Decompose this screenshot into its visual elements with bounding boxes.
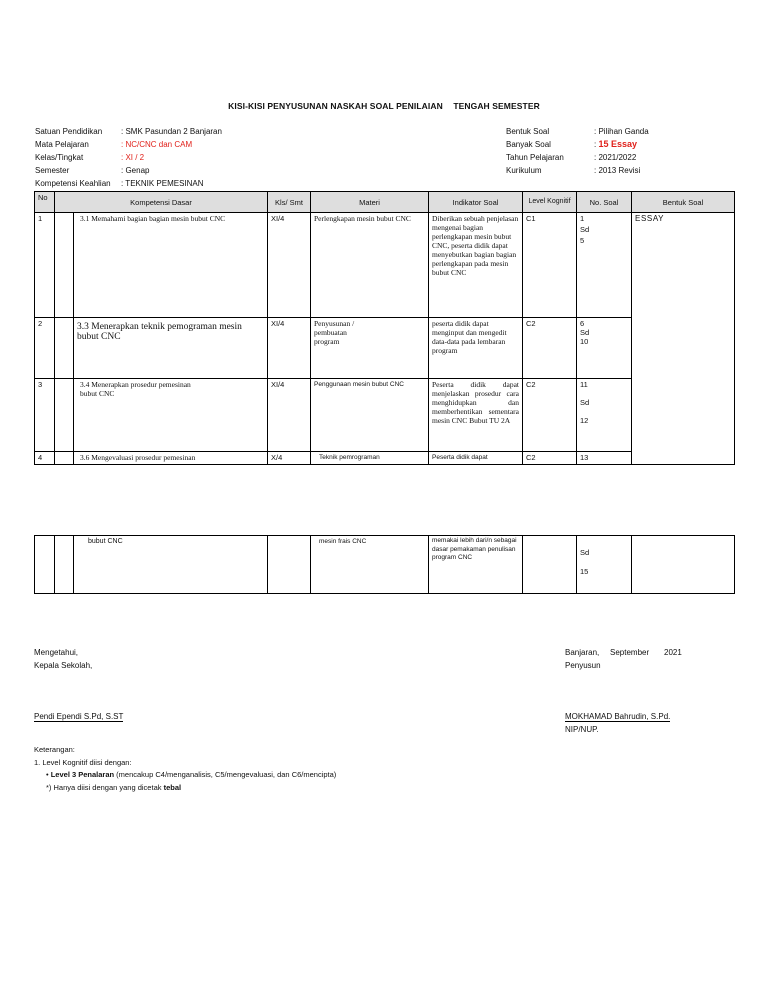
sign-right-place: Banjaran,	[565, 648, 600, 657]
cell-materi: mesin frais CNC	[311, 536, 429, 594]
cell-indikator: peserta didik dapat menginput dan mengedit data-data pada lembaran program	[429, 318, 523, 379]
th-kls-smt: Kls/ Smt	[268, 192, 311, 213]
value-kompetensi: : TEKNIK PEMESINAN	[121, 179, 204, 188]
cell-indikator: memakai lebih dari/n sebagai dasar pemakaman penulisan program CNC	[429, 536, 523, 594]
notes-bullet	[46, 770, 336, 779]
table-row	[35, 452, 735, 465]
notes-footnote-bold: tebal	[163, 783, 182, 792]
table-row	[35, 536, 735, 594]
th-no: No	[35, 192, 55, 213]
cell-no-soal	[577, 318, 632, 379]
cell-empty	[55, 379, 74, 452]
notes-bullet-rest: (mencakup C4/menganalisis, C5/mengevaluasi, dan C6/mencipta)	[114, 770, 337, 779]
document-title	[0, 101, 768, 111]
table-row	[35, 318, 735, 379]
soal-sd: Sd	[580, 548, 590, 557]
value-semester: : Genap	[121, 166, 150, 175]
cell-level: C2	[523, 318, 577, 379]
sign-right-role: Penyusun	[565, 661, 601, 670]
value-kelas: : XI / 2	[121, 153, 145, 162]
cell-kd: 3.3 Menerapkan teknik pemograman mesin bubut CNC	[74, 318, 268, 379]
value-banyak	[594, 139, 637, 149]
cell-bentuk-soal	[632, 536, 735, 594]
soal-start: 11	[580, 380, 588, 389]
cell-no: 1	[35, 213, 55, 318]
th-kompetensi-dasar: Kompetensi Dasar	[55, 192, 268, 213]
label-semester: Semester	[35, 166, 70, 175]
bullet-dot-icon: •	[46, 770, 51, 779]
value-banyak-text: 15 Essay	[598, 139, 638, 149]
label-bentuk: Bentuk Soal	[506, 127, 550, 136]
title-exam: TENGAH SEMESTER	[453, 101, 540, 111]
cell-no	[35, 536, 55, 594]
label-satuan: Satuan Pendidikan	[35, 127, 103, 136]
soal-end: 5	[580, 236, 585, 245]
notes-footnote	[46, 783, 181, 792]
title-main: KISI-KISI PENYUSUNAN NASKAH SOAL PENILAIAN	[228, 101, 443, 111]
cell-materi: Penggunaan mesin bubut CNC	[311, 379, 429, 452]
cell-kd: 3.4 Menerapkan prosedur pemesinan bubut CNC	[74, 379, 268, 452]
cell-kls: XI/4	[268, 318, 311, 379]
notes-footnote-text: *) Hanya diisi dengan yang dicetak	[46, 783, 162, 792]
soal-start: 6	[580, 319, 585, 328]
cell-empty	[55, 536, 74, 594]
table-row	[35, 379, 735, 452]
label-banyak: Banyak Soal	[506, 140, 551, 149]
soal-end: 15	[580, 567, 589, 576]
notes-bullet-bold: Level 3 Penalaran	[50, 770, 115, 779]
kisi-kisi-table	[34, 191, 735, 465]
cell-kls: XI/4	[268, 213, 311, 318]
th-level-kognitif: Level Kognitif	[523, 192, 577, 213]
sign-right-year: 2021	[664, 648, 682, 657]
value-bentuk: : Pilihan Ganda	[594, 127, 649, 136]
label-kurikulum: Kurikulum	[506, 166, 542, 175]
cell-kls	[268, 536, 311, 594]
soal-sd: Sd	[580, 398, 590, 407]
cell-no: 4	[35, 452, 55, 465]
cell-no-soal	[577, 379, 632, 452]
value-banyak-colon: :	[594, 140, 597, 149]
value-mapel: : NC/CNC dan CAM	[121, 140, 193, 149]
cell-materi: Penyusunan / pembuatan program	[311, 318, 429, 379]
cell-empty	[55, 318, 74, 379]
soal-sd: Sd	[580, 225, 590, 234]
th-materi: Materi	[311, 192, 429, 213]
cell-bentuk-soal: ESSAY	[632, 213, 735, 465]
cell-kls: XI/4	[268, 379, 311, 452]
cell-level: C1	[523, 213, 577, 318]
cell-indikator: Diberikan sebuah penjelasan mengenai bagian perlengkapan mesin bubut CNC, peserta didik dapat menyebutkan bagian bagian perlengkapan pada mesin bubut CNC	[429, 213, 523, 318]
table-header-row	[35, 192, 735, 213]
label-kelas: Kelas/Tingkat	[35, 153, 84, 162]
soal-start: 1	[580, 214, 585, 223]
th-bentuk-soal: Bentuk Soal	[632, 192, 735, 213]
th-no-soal: No. Soal	[577, 192, 632, 213]
cell-empty	[55, 213, 74, 318]
cell-no-soal: 13	[577, 452, 632, 465]
cell-materi: Teknik pemrograman	[311, 452, 429, 465]
cell-kd: 3.1 Memahami bagian bagian mesin bubut CNC	[74, 213, 268, 318]
cell-kls: X/4	[268, 452, 311, 465]
label-mapel: Mata Pelajaran	[35, 140, 89, 149]
table-row	[35, 213, 735, 318]
cell-level	[523, 536, 577, 594]
value-kurikulum: : 2013 Revisi	[594, 166, 641, 175]
soal-end: 10	[580, 337, 589, 346]
notes-heading: Keterangan:	[34, 745, 75, 754]
sign-right-name: MOKHAMAD Bahrudin, S.Pd.	[565, 712, 671, 721]
value-tahun: : 2021/2022	[594, 153, 637, 162]
sign-left-name: Pendi Ependi S.Pd, S.ST	[34, 712, 124, 721]
soal-sd: Sd	[580, 328, 590, 337]
notes-item1: 1. Level Kognitif diisi dengan:	[34, 758, 132, 767]
cell-no-soal	[577, 213, 632, 318]
label-kompetensi: Kompetensi Keahlian	[35, 179, 111, 188]
cell-empty	[55, 452, 74, 465]
sign-right-month: September	[610, 648, 650, 657]
cell-level: C2	[523, 379, 577, 452]
cell-no-soal	[577, 536, 632, 594]
cell-level: C2	[523, 452, 577, 465]
cell-kd: bubut CNC	[74, 536, 268, 594]
value-satuan: : SMK Pasundan 2 Banjaran	[121, 127, 222, 136]
sign-right-nip: NIP/NUP.	[565, 725, 599, 734]
cell-no: 2	[35, 318, 55, 379]
sign-left-line2: Kepala Sekolah,	[34, 661, 93, 670]
cell-no: 3	[35, 379, 55, 452]
th-indikator: Indikator Soal	[429, 192, 523, 213]
label-tahun: Tahun Pelajaran	[506, 153, 564, 162]
cell-materi: Perlengkapan mesin bubut CNC	[311, 213, 429, 318]
sign-left-line1: Mengetahui,	[34, 648, 79, 657]
cell-indikator: Peserta didik dapat menjelaskan prosedur cara menghidupkan dan memberhentikan sementara mesin CNC Bubut TU 2A	[429, 379, 523, 452]
cell-kd: 3.6 Mengevaluasi prosedur pemesinan	[74, 452, 268, 465]
soal-end: 12	[580, 416, 589, 425]
cell-indikator: Peserta didik dapat	[429, 452, 523, 465]
continuation-table	[34, 535, 735, 594]
